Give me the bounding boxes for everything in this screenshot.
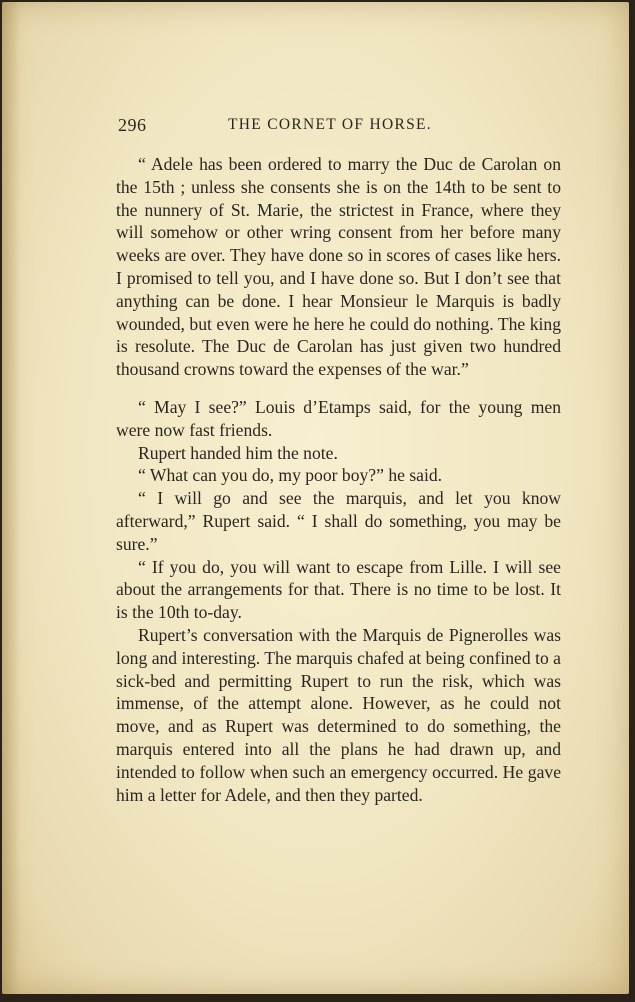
paragraph-5: “ I will go and see the marquis, and let you know afterward,” Rupert said. “ I shall do something, you may be sure.” <box>116 488 561 554</box>
paragraph-4: “ What can you do, my poor boy?” he said. <box>138 465 443 486</box>
running-head <box>118 115 552 139</box>
paragraph-2: “ May I see?” Louis d’Etamps said, for the young men were now fast friends. <box>116 396 561 440</box>
paragraph-1: “ Adele has been ordered to marry the Duc de Carolan on the 15th ; unless she consents she is on the 14th to be sent to the nunnery of St. Marie, the strictest in France, where they will somehow or other wring consent from her before many weeks are over. They have done so in scores of cases like hers. I promised to tell you, and I have done so. But I don’t see that anything can be done. I hear Monsieur le Marquis is badly wounded, but even were he here he could do nothing. The king is resolute. The Duc de Carolan has just given two hundred thousand crowns toward the expenses of the war.” <box>116 154 561 380</box>
running-title: THE CORNET OF HORSE. <box>228 116 432 133</box>
book-page <box>2 2 629 994</box>
body-text <box>116 153 561 806</box>
paragraph-3: Rupert handed him the note. <box>138 442 338 463</box>
paragraph-6: “ If you do, you will want to escape from Lille. I will see about the arrangements for that. There is no time to be lost. It is the 10th to-day. <box>116 556 561 623</box>
paragraph-7: Rupert’s conversation with the Marquis de Pignerolles was long and interesting. The marquis chafed at being confined to a sick-bed and permitting Rupert to run the risk, which was immense, of the attempt alone. However, as he could not move, and as Rupert was determined to do something, the marquis entered into all the plans he had drawn up, and intended to follow when such an emergency occurred. He gave him a letter for Adele, and then they parted. <box>116 624 561 805</box>
page-number: 296 <box>118 115 147 135</box>
